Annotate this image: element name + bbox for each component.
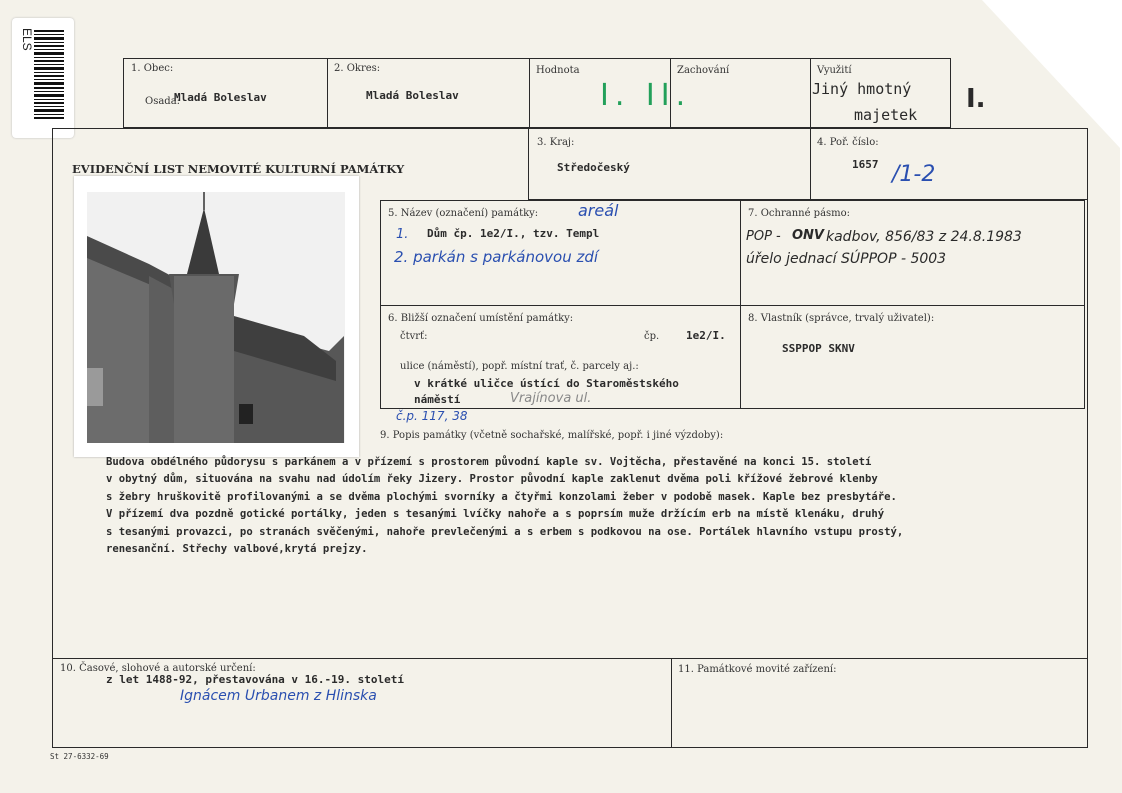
cp-value: 1e2/I. xyxy=(686,329,726,342)
vyuziti-label: Využití xyxy=(817,65,852,76)
umisteni-label: 6. Bližší označení umístění památky: xyxy=(388,313,574,324)
por-cislo-value: 1657 xyxy=(852,158,879,171)
nazev-line1: Dům čp. 1e2/I., tzv. Templ xyxy=(427,227,600,240)
photo-image xyxy=(74,176,359,457)
footer-code: St 27-6332-69 xyxy=(50,752,109,761)
ochranne-label: 7. Ochranné pásmo: xyxy=(748,208,851,219)
casove-value: z let 1488-92, přestavována v 16.-19. století xyxy=(106,673,405,686)
ctvrt-label: čtvrť: xyxy=(400,331,428,342)
ulice-value-line1: v krátké uličce ústící do Staroměstského xyxy=(414,377,679,390)
osada-label: Osada: xyxy=(145,96,181,107)
por-cislo-label: 4. Poř. číslo: xyxy=(817,137,879,148)
ochranne-line2: úřelo jednací SÚPPOP - 5003 xyxy=(746,251,947,267)
ochranne-line1-a: POP - xyxy=(746,229,781,244)
zachovani-label: Zachování xyxy=(677,65,730,76)
vyuziti-value-line1: Jiný hmotný xyxy=(812,80,912,98)
kraj-value: Středočeský xyxy=(557,161,630,174)
nazev-line2: 2. parkán s parkánovou zdí xyxy=(394,248,599,266)
vyuziti-value-line2: majetek xyxy=(854,106,918,124)
ochranne-line1-b: ONV xyxy=(792,228,824,243)
nazev-hand-header: areál xyxy=(578,201,619,220)
nazev-label: 5. Název (označení) památky: xyxy=(388,208,539,219)
sticker-code: ELS xyxy=(20,28,34,51)
cp-label: čp. xyxy=(644,331,660,342)
popis-line: s tesanými provazci, po stranách svěčenými, nahoře prevlečenými a s erbem s podkovou na ose. Portálek hlavního vstupu prostý, xyxy=(106,525,904,538)
casove-label: 10. Časové, slohové a autorské určení: xyxy=(60,663,256,674)
hodnota-value: I. II. xyxy=(600,78,692,113)
barcode-sticker xyxy=(12,18,74,138)
popis-line: V přízemí dva pozdně gotické portálky, jeden s tesanými lvíčky nahoře a s poprsím muže držícím erb na místě klenáku, druhý xyxy=(106,508,885,521)
okres-value: Mladá Boleslav xyxy=(366,89,459,102)
popis-line: v obytný dům, situována na svahu nad údolím řeky Jizery. Prostor původní kaple zaklenut dvěma poli křížové žebrové klenby xyxy=(106,473,878,486)
popis-text xyxy=(106,454,1106,558)
popis-line: renesanční. Střechy valbové,krytá prejzy. xyxy=(106,543,368,556)
vyuziti-mark: I. xyxy=(966,84,986,114)
casove-hand: Ignácem Urbanem z Hlinska xyxy=(180,688,377,704)
nazev-line1-num: 1. xyxy=(396,227,409,242)
vlastnik-value: SSPPOP SKNV xyxy=(782,342,855,355)
ulice-hand: Vrajínova ul. xyxy=(510,391,592,406)
okres-label: 2. Okres: xyxy=(334,63,381,74)
kraj-label: 3. Kraj: xyxy=(537,137,575,148)
popis-line: Budova obdélného půdorysu s parkánem a v přízemí s prostorem původní kaple sv. Vojtěcha, přestavěné na konci 15. století xyxy=(106,456,872,468)
por-cislo-handwritten: /1-2 xyxy=(892,162,936,187)
ulice-label: ulice (náměstí), popř. místní trať, č. parcely aj.: xyxy=(400,361,639,372)
vlastnik-label: 8. Vlastník (správce, trvalý uživatel): xyxy=(748,313,935,324)
parcel-hand: č.p. 117, 38 xyxy=(396,409,468,423)
ochranne-line1-c: kadbov, 856/83 z 24.8.1983 xyxy=(826,229,1022,245)
barcode xyxy=(32,28,72,128)
movite-label: 11. Památkové movité zařízení: xyxy=(678,664,837,675)
building-photo xyxy=(74,176,359,457)
form-title: EVIDENČNÍ LIST NEMOVITÉ KULTURNÍ PAMÁTKY xyxy=(72,162,405,176)
ulice-value-line2: náměstí xyxy=(414,393,461,406)
popis-label: 9. Popis památky (včetně sochařské, malířské, popř. i jiné výzdoby): xyxy=(380,430,724,441)
popis-line: s žebry hruškovitě profilovanými a se dvěma plochými svorníky a čtyřmi konzolami žeber v podobě masek. Kaple bez presbytáře. xyxy=(106,490,897,503)
hodnota-label: Hodnota xyxy=(536,65,580,76)
obec-value: Mladá Boleslav xyxy=(174,91,267,104)
obec-label: 1. Obec: xyxy=(131,63,174,74)
